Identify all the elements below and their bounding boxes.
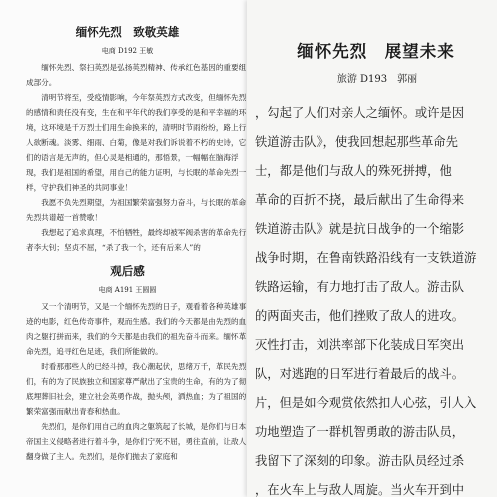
right-text-line: 铁道游击队》就是抗日战争的一个缩影 <box>255 222 465 236</box>
right-text-line: 片，但是如今观赏依然扣人心弦，引人入 <box>255 396 477 410</box>
right-page-title: 缅怀先烈 展望未来 <box>297 42 455 61</box>
right-text-line: 铁道游击队》，使我回想起那些革命先 <box>255 135 458 149</box>
left-paragraph-2: 先烈们，是你们用自己的血肉之躯筑起了长城，是你们与日本帝国主义侵略者进行着斗争，是你们宁死不屈，勇往直前，让敌人翻身做了主人。先烈们，是你们抛去了家庭和 <box>26 422 247 461</box>
right-text-line: 功地塑造了一群机智勇敢的游击队员， <box>255 425 465 439</box>
left-paragraph-2: 又一个清明节，又是一个缅怀先烈的日子，观看着各种英雄事迹的电影，红色传奇事件，观而生感。我们的今天都是由先烈的血肉之躯打拼而来，我们的今天都是由我们的祖先奋斗而来。缅怀革命先烈，追寻红色足迹，我们所能做的。 <box>26 302 247 356</box>
right-text-line: ，在火车上与敌人周旋。当火车开到中 <box>255 483 465 497</box>
left-paragraph-2: 时看那那些人的已经斗掉，我心潮起伏，思绪万千，革民先烈们，有的为了民族独立和国家尊严献出了宝贵的生命，有的为了彻底埋葬旧社会，建立社会英勇作战，抛头颅，洒热血；为了祖国的繁荣富强而献出青春和热血。 <box>26 362 247 416</box>
left-paragraph: 清明节将至，受疫情影响，今年祭英烈方式改变，但缅怀先烈的感情和责任没有变，生在和平年代的我们享受的是和平幸福的环境，这环境是千万烈士们用生命换来的，清明时节雨纷纷，路上行人欲断魂。淡雾、细雨、白菊，像是对我们诉说着不朽的史诗，它们的语言是无声的，但心灵是相通的，那悟景，一幅幅在脑海浮现，我们是祖国的希望，用自己的能力证明，与长眠的革命先烈一样，守护我们神圣的共同事业！ <box>26 93 247 192</box>
right-text-line: 我留下了深刻的印象。游击队员经过杀 <box>255 454 465 468</box>
right-text-line: 革命的百折不挠，最后献出了生命得来 <box>255 193 465 207</box>
right-text-line: 灭性打击，刘洪率部下化装成日军突出 <box>255 338 465 352</box>
right-page <box>247 0 497 497</box>
right-text-line: ，勾起了人们对亲人之缅怀。或许是因 <box>255 106 465 120</box>
left-paragraph: 我愿不负先烈期望，为祖国繁荣富强努力奋斗，与长眠的革命先烈共谱超一首赞歌！ <box>26 198 247 222</box>
left-page-title-2: 观后感 <box>110 264 145 278</box>
right-text-line: 铁路运输，有力地打击了敌人。游击队 <box>255 280 465 294</box>
right-text-line: 的两面夹击，他们挫败了敌人的进攻。 <box>255 309 465 323</box>
left-page-byline-2: 电商 A191 王圆圆 <box>98 286 157 294</box>
right-text-line: 战争时期，在鲁南铁路沿线有一支铁道游 <box>255 251 477 265</box>
left-page-title: 缅怀先烈 致敬英雄 <box>75 25 180 39</box>
right-text-line: 士，都是他们与敌人的殊死拼搏，他 <box>255 164 452 178</box>
left-paragraph: 缅怀先烈、祭扫英烈是弘扬英烈精神、传承红色基因的重要组成部分。 <box>26 63 247 87</box>
right-page-byline: 旅游 D193 郭丽 <box>336 74 418 85</box>
left-paragraph: 我想起了追求真理，不怕牺牲，最终却被军阀杀害的革命先行者李大钊；坚贞不屈，“杀了我一个，还有后来人”的 <box>26 228 247 252</box>
left-page-byline: 电商 D192 王敏 <box>101 47 154 55</box>
right-text-line: 队，对逃跑的日军进行着最后的战斗。 <box>255 367 465 381</box>
